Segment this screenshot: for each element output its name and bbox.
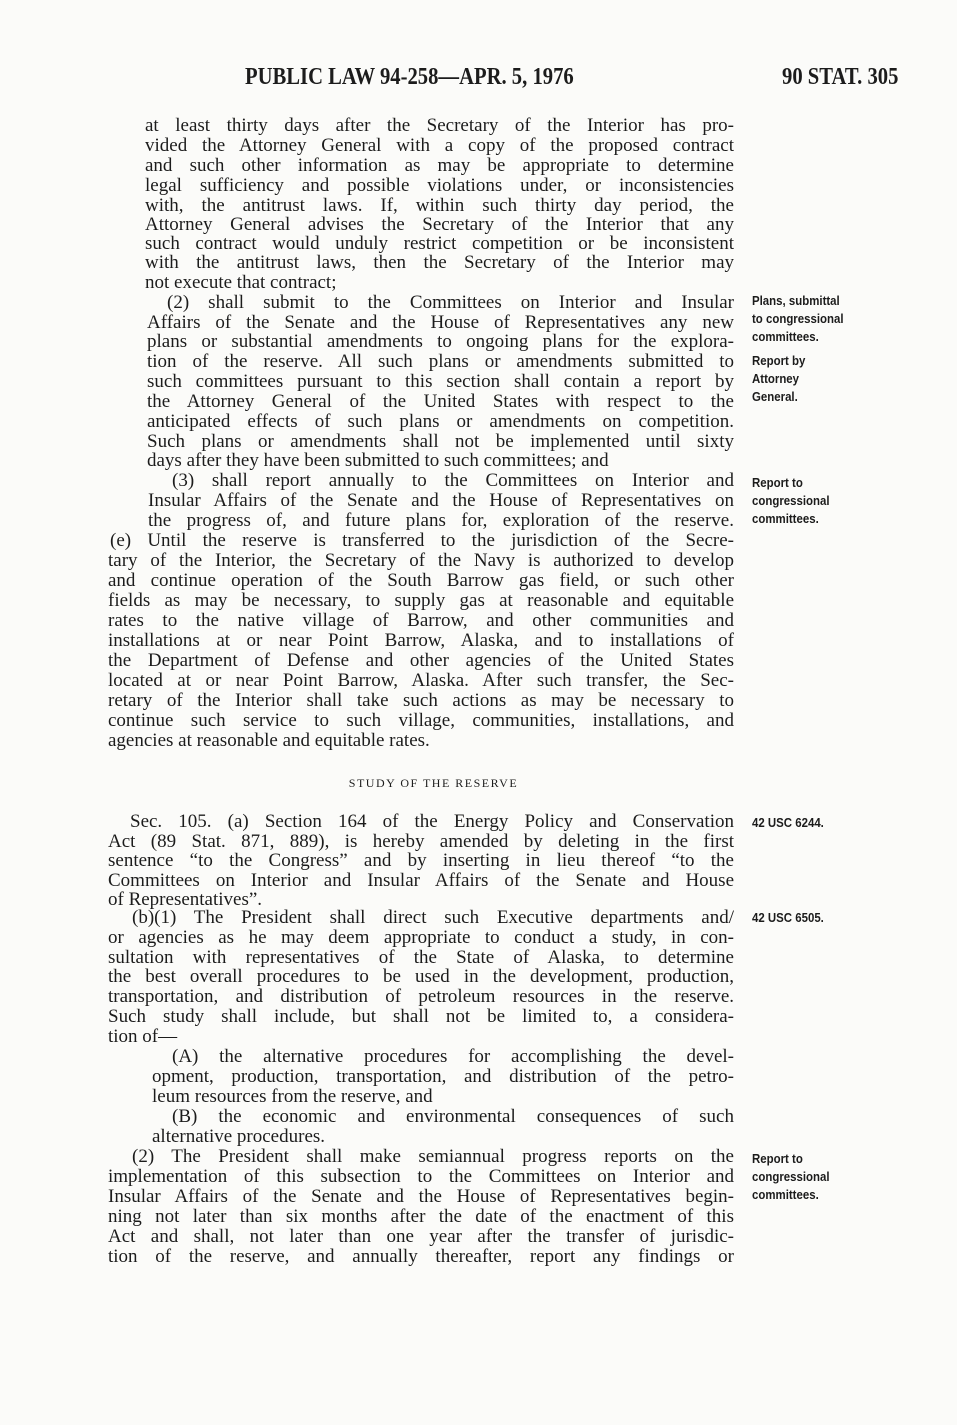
text-line: tion of the reserve, and annually thereafter, report any findings or — [108, 1246, 734, 1267]
text-line: with the antitrust laws, then the Secretary of the Interior may — [145, 252, 734, 273]
text-line: implementation of this subsection to the Committees on Interior and — [108, 1166, 734, 1187]
text-line: (A) the alternative procedures for accomplishing the devel- — [172, 1046, 734, 1067]
text-line: agencies at reasonable and equitable rates. — [108, 730, 430, 751]
text-line: (e) Until the reserve is transferred to the jurisdiction of the Secre- — [110, 530, 734, 551]
margin-note-line: congressional — [752, 1169, 830, 1184]
margin-note-line: committees. — [752, 1187, 819, 1202]
margin-note-line: Report to — [752, 475, 803, 490]
text-line: retary of the Interior shall take such actions as may be necessary to — [108, 690, 734, 711]
margin-note-line: Report by — [752, 353, 806, 368]
text-line: Such plans or amendments shall not be implemented until sixty — [147, 431, 734, 452]
text-line: and such other information as may be appropriate to determine — [145, 155, 734, 176]
text-line: anticipated effects of such plans or amendments on competition. — [147, 411, 734, 432]
text-line: Act and shall, not later than one year after the transfer of jurisdic- — [108, 1226, 734, 1247]
text-line: sentence “to the Congress” and by inserting in lieu thereof “to the — [108, 850, 734, 871]
text-line: sultation with representatives of the State of Alaska, to determine — [108, 947, 734, 968]
margin-note-line: to congressional — [752, 311, 844, 326]
margin-note-line: Plans, submittal — [752, 293, 840, 308]
text-line: rates to the native village of Barrow, and other communities and — [108, 610, 734, 631]
page-number: 90 STAT. 305 — [782, 64, 899, 90]
text-line: not execute that contract; — [145, 272, 337, 293]
margin-note — [752, 814, 824, 832]
text-line: (B) the economic and environmental consequences of such — [172, 1106, 734, 1127]
margin-note — [752, 292, 844, 346]
text-line: the Department of Defense and other agencies of the United States — [108, 650, 734, 671]
running-header-title: PUBLIC LAW 94-258—APR. 5, 1976 — [245, 64, 574, 90]
text-line: at least thirty days after the Secretary of the Interior has pro- — [145, 115, 734, 136]
margin-note — [752, 1150, 830, 1204]
text-line: vided the Attorney General with a copy of the proposed contract — [145, 135, 734, 156]
text-line: Attorney General advises the Secretary of the Interior that any — [145, 214, 734, 235]
text-line: leum resources from the reserve, and — [152, 1086, 433, 1107]
text-line: alternative procedures. — [152, 1126, 326, 1147]
text-line: transportation, and distribution of petroleum resources in the reserve. — [108, 986, 734, 1007]
text-line: Affairs of the Senate and the House of Representatives any new — [147, 312, 734, 333]
text-line: opment, production, transportation, and distribution of the petro- — [152, 1066, 734, 1087]
text-line: and continue operation of the South Barrow gas field, or such other — [108, 570, 734, 591]
margin-note-line: committees. — [752, 511, 819, 526]
text-line: legal sufficiency and possible violations under, or inconsistencies — [145, 175, 734, 196]
text-line: with, the antitrust laws. If, within such thirty day period, the — [145, 195, 734, 216]
text-line: plans or substantial amendments to ongoing plans for the explora- — [147, 331, 734, 352]
text-line: tary of the Interior, the Secretary of the Navy is authorized to develop — [108, 550, 734, 571]
text-line: the Attorney General of the United States with respect to the — [147, 391, 734, 412]
margin-note — [752, 352, 805, 406]
margin-note-line: congressional — [752, 493, 830, 508]
text-line: Act (89 Stat. 871, 889), is hereby amended by deleting in the first — [108, 831, 734, 852]
text-line: tion of the reserve. All such plans or amendments submitted to — [147, 351, 734, 372]
section-heading: STUDY OF THE RESERVE — [348, 776, 519, 790]
text-line: the progress of, and future plans for, exploration of the reserve. — [148, 510, 734, 531]
text-line: tion of— — [108, 1026, 178, 1047]
text-line: installations at or near Point Barrow, Alaska, and to installations of — [108, 630, 734, 651]
text-line: (b)(1) The President shall direct such Executive departments and/ — [132, 907, 734, 928]
text-line: Committees on Interior and Insular Affairs of the Senate and House — [108, 870, 734, 891]
text-line: such contract would unduly restrict competition or be inconsistent — [145, 233, 734, 254]
margin-note-line: Report to — [752, 1151, 803, 1166]
text-line: Insular Affairs of the Senate and the House of Representatives on — [148, 490, 734, 511]
margin-note-line: Attorney — [752, 371, 800, 386]
text-line: of Representatives”. — [108, 889, 263, 910]
text-line: Such study shall include, but shall not be limited to, a considera- — [108, 1006, 734, 1027]
margin-note — [752, 909, 824, 927]
margin-note-line: 42 USC 6244. — [752, 815, 824, 830]
text-line: days after they have been submitted to such committees; and — [147, 450, 609, 471]
text-line: (2) The President shall make semiannual progress reports on the — [132, 1146, 734, 1167]
text-line: such committees pursuant to this section shall contain a report by — [147, 371, 734, 392]
text-line: located at or near Point Barrow, Alaska. After such transfer, the Sec- — [108, 670, 734, 691]
text-line: or agencies as he may deem appropriate to conduct a study, in con- — [108, 927, 734, 948]
text-line: the best overall procedures to be used in the development, production, — [108, 966, 734, 987]
margin-note-line: committees. — [752, 329, 819, 344]
text-line: Sec. 105. (a) Section 164 of the Energy Policy and Conservation — [130, 811, 734, 832]
text-line: Insular Affairs of the Senate and the House of Representatives begin- — [108, 1186, 734, 1207]
text-line: continue such service to such village, communities, installations, and — [108, 710, 734, 731]
text-line: ning not later than six months after the date of the enactment of this — [108, 1206, 734, 1227]
margin-note-line: 42 USC 6505. — [752, 910, 824, 925]
text-line: (3) shall report annually to the Committees on Interior and — [172, 470, 734, 491]
text-line: (2) shall submit to the Committees on Interior and Insular — [167, 292, 734, 313]
margin-note-line: General. — [752, 389, 798, 404]
margin-note — [752, 474, 830, 528]
text-line: fields as may be necessary, to supply gas at reasonable and equitable — [108, 590, 734, 611]
